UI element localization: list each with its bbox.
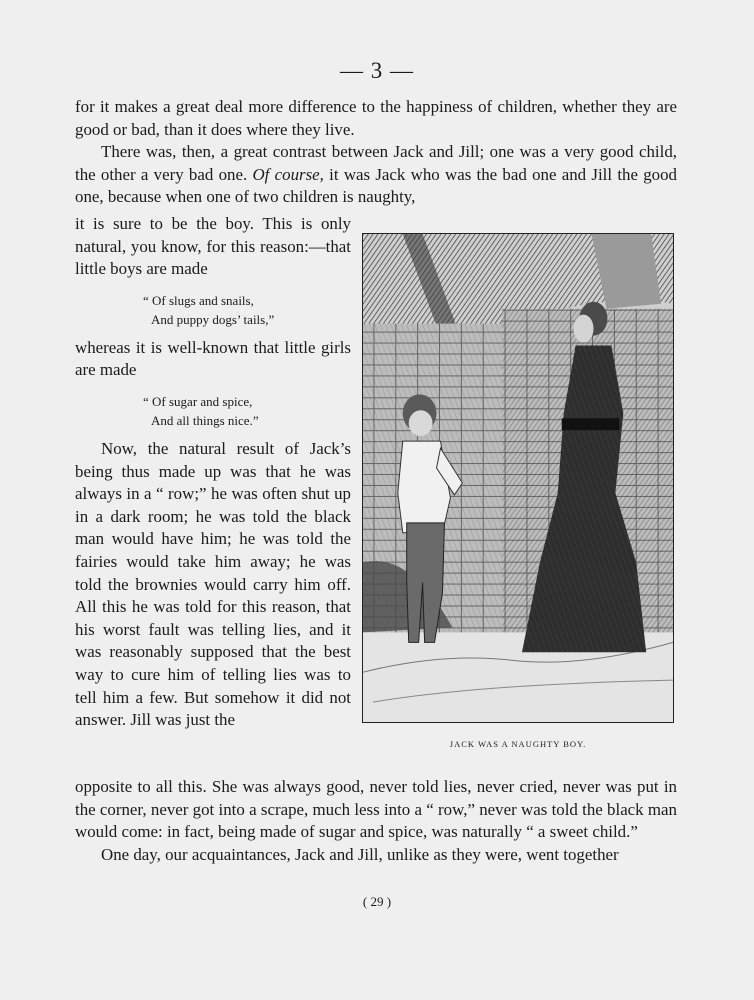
paragraph-contrast-start: There was, then, a great contrast between Jack and Jill; one was a very good child, the other a very bad one.: [75, 142, 677, 184]
column-paragraph-2: whereas it is well-known that little girls are made: [75, 337, 351, 380]
engraving-illustration: [362, 233, 674, 723]
engraving-drawing: [363, 234, 673, 722]
text-block-top: [75, 96, 677, 209]
column-paragraph-1: it is sure to be the boy. This is only natural, you know, for this reason:—that little boys are made: [75, 214, 351, 279]
paragraph-contrast: [75, 141, 677, 209]
page-folio: ( 29 ): [362, 894, 392, 909]
paragraph-continued: for it makes a great deal more difference to the happiness of children, whether they are good or bad, than it does where they live.: [75, 97, 677, 139]
verse-sugar: [143, 392, 351, 430]
figure-caption: JACK WAS A NAUGHTY BOY.: [449, 739, 587, 749]
verse-sugar-line-2: And all things nice.”: [151, 412, 259, 428]
verse-slugs-line-2: And puppy dogs’ tails,”: [151, 311, 275, 327]
column-paragraph-3: Now, the natural result of Jack’s being thus made up was that he was always in a “ row;” he was often shut up in a dark room; he was told the black man would have him; he was told the fairies would take him away; he was told the brownies would carry him off. All this he was told for this reason, that his worst fault was telling lies, and it was reasonably supposed that the best way to cure him of telling lies was to tell him a few. But somehow it did not answer. Jill was just the: [75, 438, 351, 730]
verse-slugs-line-1: “ Of slugs and snails,: [143, 292, 254, 308]
chapter-page-number: — 3 —: [340, 58, 414, 83]
paragraph-jill-opposite: opposite to all this. She was always good, never told lies, never cried, never was put in the corner, never got into a scrape, much less into a “ row,” never was told the black man would come: in fact, being made of sugar and spice, was naturally “ a sweet child.”: [75, 777, 677, 842]
paragraph-one-day: One day, our acquaintances, Jack and Jill, unlike as they were, went together: [101, 844, 619, 864]
text-block-bottom: [75, 776, 677, 866]
text-column-left: [75, 213, 351, 732]
verse-sugar-line-1: “ Of sugar and spice,: [143, 393, 253, 409]
paragraph-contrast-rest: it was Jack who was the bad one and Jill the good one, because when one of two children is naughty,: [75, 164, 677, 207]
verse-slugs: [143, 291, 351, 329]
emphasis-of-course: Of course,: [252, 164, 324, 184]
